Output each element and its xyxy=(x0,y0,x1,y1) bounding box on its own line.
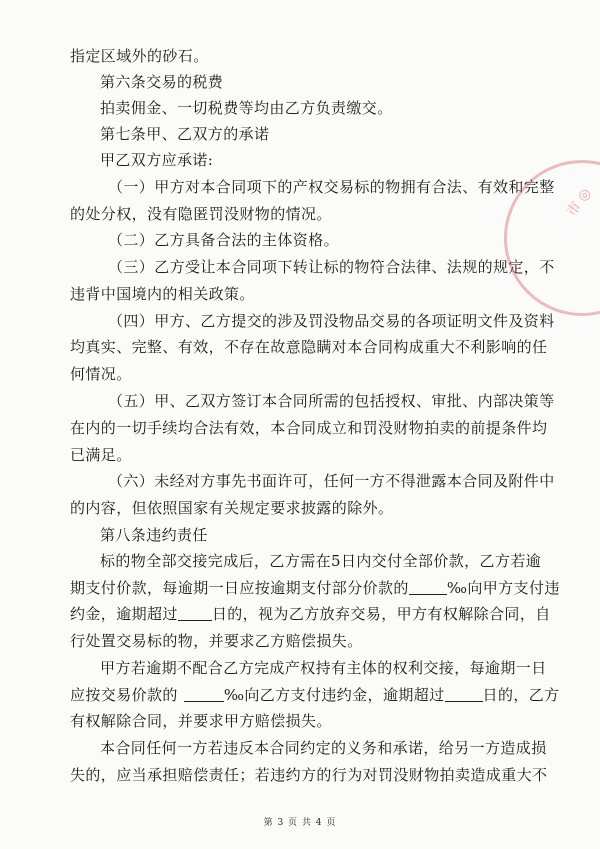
section-heading: 第八条违约责任 xyxy=(100,526,208,544)
text-segment: 期支付价款，每逾期一日应按逾期支付部分价款的 xyxy=(70,579,409,597)
text-line: 行处置交易标的物，并要求乙方赔偿损失。 xyxy=(70,632,363,650)
text-segment: 日的，视为乙方放弃交易，甲方有权解除合同，自 xyxy=(211,605,551,623)
text-segment: ‰向甲方支付违 xyxy=(446,579,560,597)
text-line: （四）甲方、乙方提交的涉及罚没物品交易的各项证明文件及资料 xyxy=(108,312,555,330)
text-line: （三）乙方受让本合同项下转让标的物符合法律、法规的规定，不 xyxy=(108,258,555,276)
text-line: 在内的一切手续均合法有效，本合同成立和罚没财物拍卖的前提条件均 xyxy=(70,419,548,437)
text-line: 甲方若逾期不配合乙方完成产权持有主体的权利交接，每逾期一日 xyxy=(100,659,547,677)
blank-field xyxy=(445,687,483,702)
text-line: 均真实、完整、有效，不存在故意隐瞒对本合同构成重大不利影响的任 xyxy=(70,338,548,356)
text-line: （一）甲方对本合同项下的产权交易标的物拥有合法、有效和完整 xyxy=(108,178,555,196)
page-footer: 第 3 页 共 4 页 xyxy=(263,818,337,828)
blank-field xyxy=(178,606,212,621)
text-line: 失的，应当承担赔偿责任；若违约方的行为对罚没财物拍卖造成重大不 xyxy=(70,766,548,784)
text-line xyxy=(70,604,560,624)
text-segment: 约金，逾期超过 xyxy=(70,605,178,623)
section-heading: 第七条甲、乙双方的承诺 xyxy=(100,125,270,143)
text-line: 有权解除合同，并要求甲方赔偿损失。 xyxy=(70,712,332,730)
blank-field xyxy=(409,580,447,595)
text-line: 何情况。 xyxy=(70,365,132,383)
text-line: 指定区域外的砂石。 xyxy=(70,47,209,65)
section-heading: 第六条交易的税费 xyxy=(100,73,224,91)
text-line xyxy=(70,578,560,598)
text-line: 已满足。 xyxy=(70,446,132,464)
text-line xyxy=(70,685,560,705)
text-line: （六）未经对方事先书面许可，任何一方不得泄露本合同及附件中 xyxy=(108,472,555,490)
seal-text: 市 ◎ xyxy=(564,185,595,220)
text-line: （五）甲、乙双方签订本合同所需的包括授权、审批、内部决策等 xyxy=(108,392,555,410)
text-line: （二）乙方具备合法的主体资格。 xyxy=(108,231,340,249)
text-segment: ‰向乙方支付违约金，逾期超过 xyxy=(223,686,445,704)
text-line: 标的物全部交接完成后，乙方需在5日内交付全部价款，乙方若逾 xyxy=(100,552,542,570)
text-line: 的处分权，没有隐匿罚没财物的情况。 xyxy=(70,205,332,223)
text-segment: 日的，乙方 xyxy=(482,686,560,704)
text-line: 拍卖佣金、一切税费等均由乙方负责缴交。 xyxy=(100,99,393,117)
blank-field xyxy=(184,687,224,702)
text-segment: 应按交易价款的 xyxy=(70,686,178,704)
text-line: 违背中国境内的相关政策。 xyxy=(70,285,255,303)
text-line: 本合同任何一方若违反本合同约定的义务和承诺，给另一方造成损 xyxy=(100,739,547,757)
text-line: 甲乙双方应承诺: xyxy=(100,151,214,169)
text-line: 的内容，但依照国家有关规定要求披露的除外。 xyxy=(70,499,394,517)
